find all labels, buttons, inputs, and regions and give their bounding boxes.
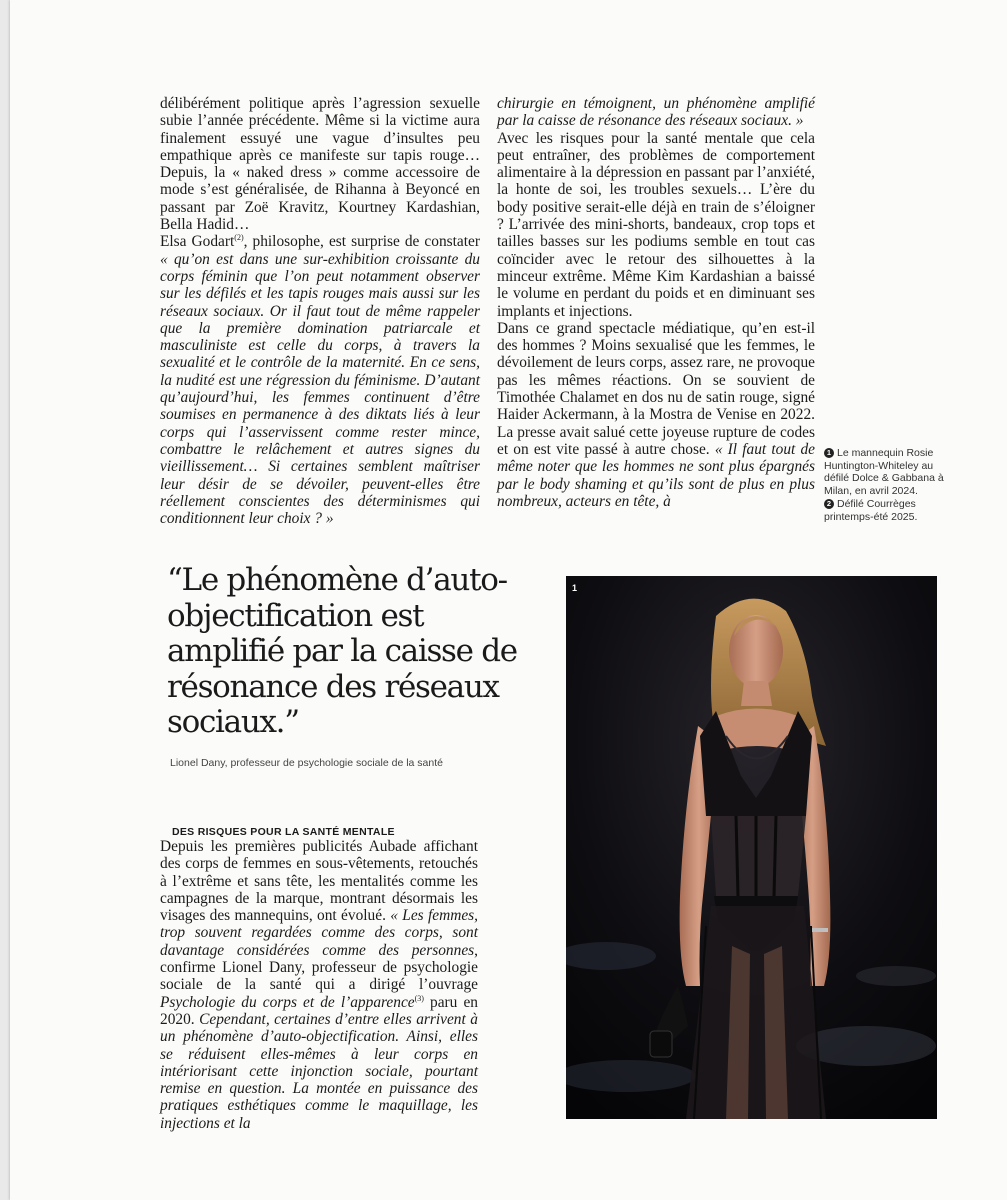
paragraph [497, 95, 815, 130]
text-run: Dans ce grand spectacle médiatique, qu’en est-il des hommes ? Moins sexualisé que les femmes, le dévoilement de leurs corps, assez rare, ne provoque pas les mêmes réactions. On se souvient de Timothée Chalamet en dos nu de satin rouge, signé Haider Ackermann, à la Mostra de Venise en 2022. La presse avait salué cette joyeuse rupture de codes et on est vite passé à autre chose. [497, 319, 815, 458]
paragraph [160, 95, 480, 233]
article-column-middle [497, 95, 815, 510]
photo-number: 1 [572, 583, 578, 593]
pull-quote-author: Lionel Dany, professeur de psychologie sociale de la santé [170, 757, 443, 769]
paragraph [497, 320, 815, 510]
photo-caption-1 [824, 447, 944, 497]
footnote-ref: (2) [234, 233, 244, 243]
caption-number-2: 2 [824, 499, 834, 509]
caption-text-2: Défilé Courrèges printemps-été 2025. [824, 498, 918, 523]
text-run: « Les femmes, trop souvent regardées comme des corps, sont davantage considérées comme des personnes [160, 907, 478, 959]
section-heading: DES RISQUES POUR LA SANTÉ MENTALE [172, 826, 395, 838]
text-run: « Il faut tout de même noter que les hommes ne sont plus épargnés par le body shaming et qu’ils sont de plus en plus nombreux, acteurs en tête, à [497, 440, 815, 510]
text-run: paru en 2020. [160, 993, 478, 1028]
text-run: chirurgie en témoignent, un phénomène amplifié par la caisse de résonance des réseaux sociaux. » [497, 95, 815, 130]
footnote-ref: (3) [414, 993, 424, 1003]
runway-photo-illustration [566, 576, 937, 1119]
caption-text-1: Le mannequin Rosie Huntington-Whiteley au défilé Dolce & Gabbana à Milan, en avril 2024. [824, 447, 944, 497]
text-run: Elsa Godart [160, 233, 235, 251]
text-run: , confirme Lionel Dany, professeur de psychologie sociale de la santé qui a dirigé l’ouvrage [160, 941, 478, 994]
text-run: délibérément politique après l’agression sexuelle subie l’année précédente. Même si la victime aura finalement essuyé une vague d’insultes peu empathique après ce manifeste sur tapis rouge… Depuis, la « naked dress » comme accessoire de mode s’est généralisée, de Rihanna à Beyoncé en passant par Zoë Kravitz, Kourtney Kardashian, Bella Hadid… [160, 95, 480, 234]
pull-quote: “Le phénomène d’auto-objectification est amplifié par la caisse de résonance des réseaux sociaux.” [167, 562, 517, 740]
text-run: « qu’on est dans une sur-exhibition croissante du corps féminin que l’on peut notamment observer sur les défilés et les tapis rouges mais aussi sur les réseaux sociaux. Or il faut tout de même rappeler que la première domination patriarcale et masculiniste est celle du corps, à travers la sexualité et le contrôle de la maternité. En ce sens, la nudité est une régression du féminisme. D’autant qu’aujourd’hui, les femmes continuent d’être soumises en permanence à des diktats liés à leur corps qui l’asservissent comme rester mince, combattre le relâchement et autres signes du vieillissement… Si certaines semblent maîtriser leur désir de se dévoiler, peuvent-elles être réellement conscientes des déterminismes qui conditionnent leur choix ? » [160, 250, 480, 528]
caption-number-1: 1 [824, 448, 834, 458]
paragraph [160, 233, 480, 527]
text-run: Psychologie du corps et de l’apparence [160, 993, 415, 1011]
text-run: Avec les risques pour la santé mentale que cela peut entraîner, des problèmes de comportement alimentaire à la dépression en passant par l’anxiété, la honte de soi, les troubles sexuels… L’ère du body positive serait-elle déjà en train de s’éloigner ? L’arrivée des mini-shorts, bandeaux, crop tops et tailles basses sur les podiums semble en tout cas coïncider avec le retour des silhouettes à la minceur extrême. Même Kim Kardashian a baissé le volume en perdant du poids et en diminuant ses implants et injections. [497, 129, 815, 320]
runway-photo [566, 576, 937, 1119]
article-column-left [160, 95, 480, 527]
article-column-bottom [160, 838, 478, 1132]
text-run: , philosophe, est surprise de constater [243, 233, 480, 251]
text-run: Cependant, certaines d’entre elles arrivent à un phénomène d’auto-objectification. Ainsi, elles se réduisent elles-mêmes à leur corps en intériorisant cette injonction sociale, pourtant remise en question. La montée en puissance des pratiques esthétiques comme le maquillage, les injections et la [160, 1010, 478, 1132]
photo-caption-2 [824, 498, 944, 523]
paragraph [497, 130, 815, 320]
text-run: Depuis les premières publicités Aubade affichant des corps de femmes en sous-vêtements, retouchés à l’extrême et sans tête, les mentalités comme les campagnes de la marque, montrant désormais les visages des mannequins, ont évolué. [160, 838, 478, 925]
paragraph [160, 838, 478, 1132]
